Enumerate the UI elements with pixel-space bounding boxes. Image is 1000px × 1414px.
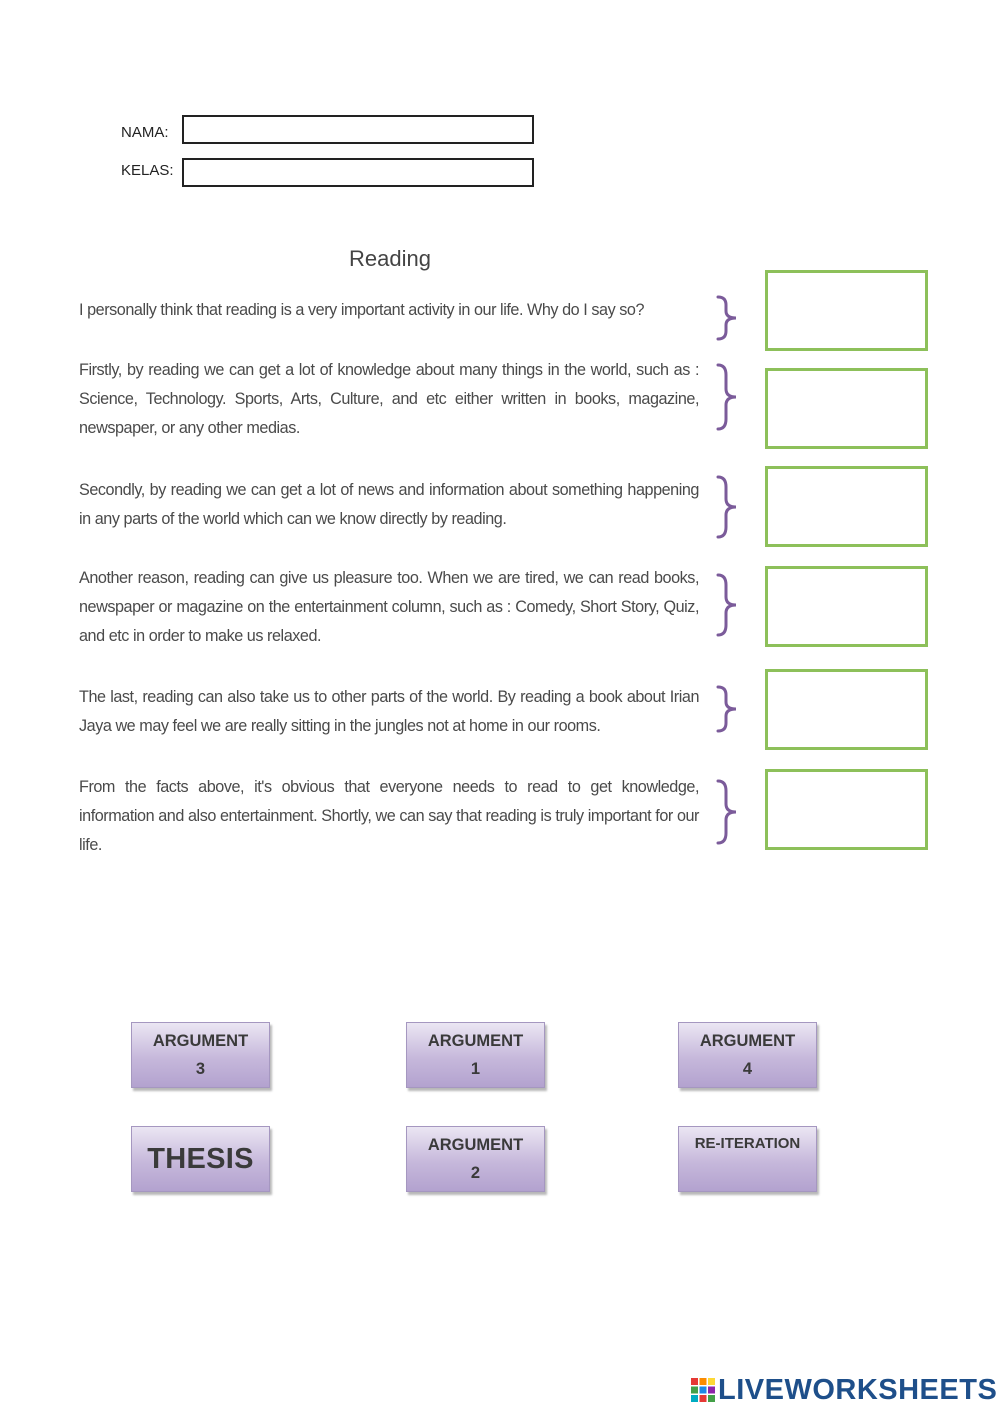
tile-label: ARGUMENT <box>699 1032 796 1050</box>
tile-number: 2 <box>470 1164 481 1182</box>
tile-number: 1 <box>470 1060 481 1078</box>
tile-argument-4[interactable] <box>678 1022 817 1088</box>
drop-box-6[interactable] <box>765 769 928 850</box>
paragraph-argument-3: Another reason, reading can give us pleasure too. When we are tired, we can read books, newspaper or magazine on the entertainment column, such as : Comedy, Short Story, Quiz, and etc in order to make us relaxed. <box>79 569 699 645</box>
paragraph-thesis: I personally think that reading is a very important activity in our life. Why do I say so? <box>79 301 645 319</box>
name-input[interactable] <box>182 115 534 144</box>
tile-argument-2[interactable] <box>406 1126 545 1192</box>
tile-label: ARGUMENT <box>152 1032 249 1050</box>
liveworksheets-logo-text: LIVEWORKSHEETS <box>718 1373 998 1406</box>
liveworksheets-logo <box>690 1374 997 1406</box>
brace-icon <box>714 778 742 846</box>
brace-icon <box>714 294 742 342</box>
drop-box-1[interactable] <box>765 270 928 351</box>
paragraph-argument-2: Secondly, by reading we can get a lot of news and information about something happening in any parts of the world which can we know directly by reading. <box>79 481 699 528</box>
tile-reiteration[interactable] <box>678 1126 817 1192</box>
drop-box-3[interactable] <box>765 466 928 547</box>
drop-box-4[interactable] <box>765 566 928 647</box>
tile-label: ARGUMENT <box>427 1032 524 1050</box>
paragraph-argument-1: Firstly, by reading we can get a lot of knowledge about many things in the world, such as : Science, Technology. Sports, Arts, Culture, and etc either written in books, magazine, newspaper, or any other medias. <box>79 361 699 437</box>
liveworksheets-logo-icon <box>690 1377 716 1403</box>
paragraph-reiteration: From the facts above, it's obvious that everyone needs to read to get knowledge, information and also entertainment. Shortly, we can say that reading is truly important for our life. <box>79 778 699 854</box>
brace-icon <box>714 684 742 734</box>
tile-number: 4 <box>742 1060 753 1078</box>
tile-label: THESIS <box>147 1142 254 1175</box>
drop-box-2[interactable] <box>765 368 928 449</box>
brace-icon <box>714 474 742 540</box>
name-label: NAMA: <box>121 124 169 141</box>
reading-title: Reading <box>349 246 431 271</box>
tile-thesis[interactable] <box>131 1126 270 1192</box>
tile-argument-1[interactable] <box>406 1022 545 1088</box>
tile-label: RE-ITERATION <box>694 1135 801 1152</box>
tile-label: ARGUMENT <box>427 1136 524 1154</box>
brace-icon <box>714 362 742 432</box>
tile-number: 3 <box>195 1060 206 1078</box>
brace-icon <box>714 572 742 638</box>
drop-box-5[interactable] <box>765 669 928 750</box>
class-label: KELAS: <box>121 162 174 179</box>
class-input[interactable] <box>182 158 534 187</box>
paragraph-argument-4: The last, reading can also take us to other parts of the world. By reading a book about Irian Jaya we may feel we are really sitting in the jungles not at home in our rooms. <box>79 688 699 735</box>
tile-argument-3[interactable] <box>131 1022 270 1088</box>
